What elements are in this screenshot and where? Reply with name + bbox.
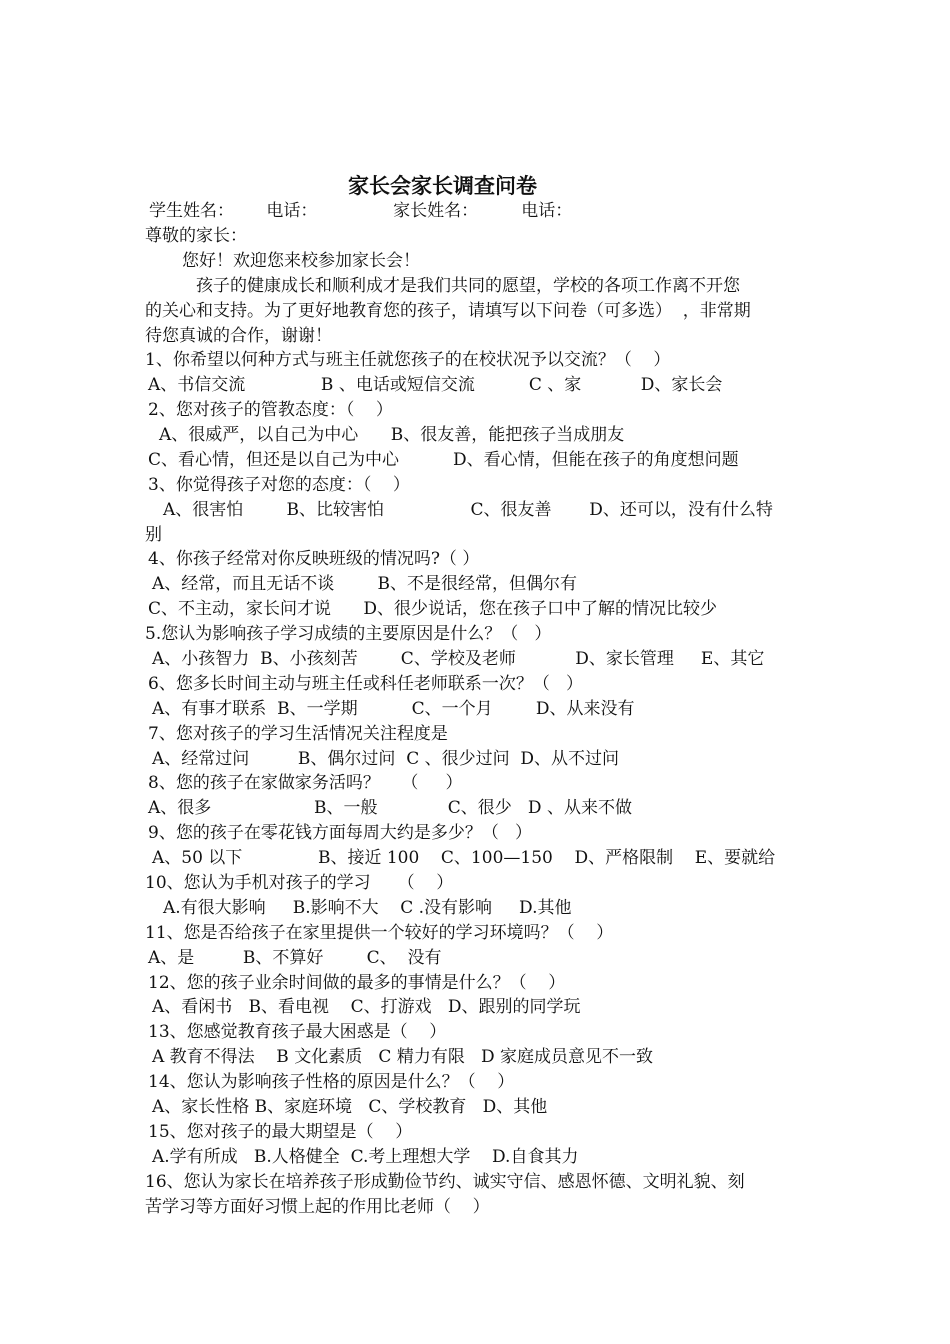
options: A 教育不得法 B 文化素质 C 精力有限 D 家庭成员意见不一致: [152, 1047, 654, 1067]
question: 5.您认为影响孩子学习成绩的主要原因是什么？（ ）: [145, 624, 552, 644]
options: A.学有所成 B.人格健全 C.考上理想大学 D.自食其力: [152, 1147, 579, 1167]
options: A、很害怕 B、比较害怕 C、很友善 D、还可以，没有什么特: [163, 500, 773, 520]
question: 7、您对孩子的学习生活情况关注程度是: [148, 724, 448, 744]
question: 12、您的孩子业余时间做的最多的事情是什么？（ ）: [148, 973, 566, 993]
greeting: 尊敬的家长：: [145, 226, 247, 246]
question: 2、您对孩子的管教态度：（ ）: [148, 400, 393, 420]
options: C、看心情，但还是以自己为中心 D、看心情，但能在孩子的角度想问题: [148, 450, 739, 470]
question: 3、你觉得孩子对您的态度：（ ）: [148, 475, 410, 495]
options: A、看闲书 B、看电视 C、打游戏 D、跟别的同学玩: [152, 997, 581, 1017]
question: 11、您是否给孩子在家里提供一个较好的学习环境吗？（ ）: [145, 923, 614, 943]
options-continued: 别: [145, 525, 162, 545]
question: 1、你希望以何种方式与班主任就您孩子的在校状况予以交流？（ ）: [145, 350, 671, 370]
intro-line: 的关心和支持。为了更好地教育您的孩子，请填写以下问卷（可多选） ，非常期: [145, 301, 751, 321]
options: A、书信交流 B 、电话或短信交流 C 、家 D、家长会: [148, 375, 723, 395]
question: 16、您认为家长在培养孩子形成勤俭节约、诚实守信、感恩怀德、文明礼貌、刻: [145, 1172, 745, 1192]
options: A、是 B、不算好 C、 没有: [148, 948, 442, 968]
info-line: 学生姓名： 电话： 家长姓名： 电话：: [149, 201, 573, 221]
question: 8、您的孩子在家做家务活吗？ （ ）: [148, 773, 463, 793]
options: A.有很大影响 B.影响不大 C .没有影响 D.其他: [163, 898, 572, 918]
options: A、小孩智力 B、小孩刻苦 C、学校及老师 D、家长管理 E、其它: [152, 649, 765, 669]
question: 15、您对孩子的最大期望是（ ）: [148, 1122, 413, 1142]
options: A、50 以下 B、接近 100 C、100—150 D、严格限制 E、要就给: [152, 848, 776, 868]
intro-line: 待您真诚的合作，谢谢！: [145, 326, 332, 346]
options: A、很威严，以自己为中心 B、很友善，能把孩子当成朋友: [159, 425, 625, 445]
question: 10、您认为手机对孩子的学习 （ ）: [145, 873, 454, 893]
options: A、经常，而且无话不谈 B、不是很经常，但偶尔有: [152, 574, 577, 594]
question: 9、您的孩子在零花钱方面每周大约是多少？（ ）: [148, 823, 533, 843]
question: 4、你孩子经常对你反映班级的情况吗?（ ）: [148, 549, 480, 569]
intro-line: 孩子的健康成长和顺利成才是我们共同的愿望，学校的各项工作离不开您: [196, 276, 740, 296]
question: 14、您认为影响孩子性格的原因是什么？（ ）: [148, 1072, 515, 1092]
options: A、有事才联系 B、一学期 C、一个月 D、从来没有: [152, 699, 635, 719]
options: C、不主动，家长问才说 D、很少说话，您在孩子口中了解的情况比较少: [148, 599, 718, 619]
options: A、家长性格 B、家庭环境 C、学校教育 D、其他: [152, 1097, 548, 1117]
question: 6、您多长时间主动与班主任或科任老师联系一次？（ ）: [148, 674, 584, 694]
options: A、很多 B、一般 C、很少 D 、从来不做: [148, 798, 632, 818]
question: 13、您感觉教育孩子最大困惑是（ ）: [148, 1022, 447, 1042]
welcome-text: 您好！欢迎您来校参加家长会！: [182, 251, 420, 271]
page-title: 家长会家长调查问卷: [348, 173, 537, 198]
options: A、经常过问 B、偶尔过问 C 、很少过问 D、从不过问: [152, 749, 620, 769]
question-continued: 苦学习等方面好习惯上起的作用比老师（ ）: [145, 1197, 490, 1217]
